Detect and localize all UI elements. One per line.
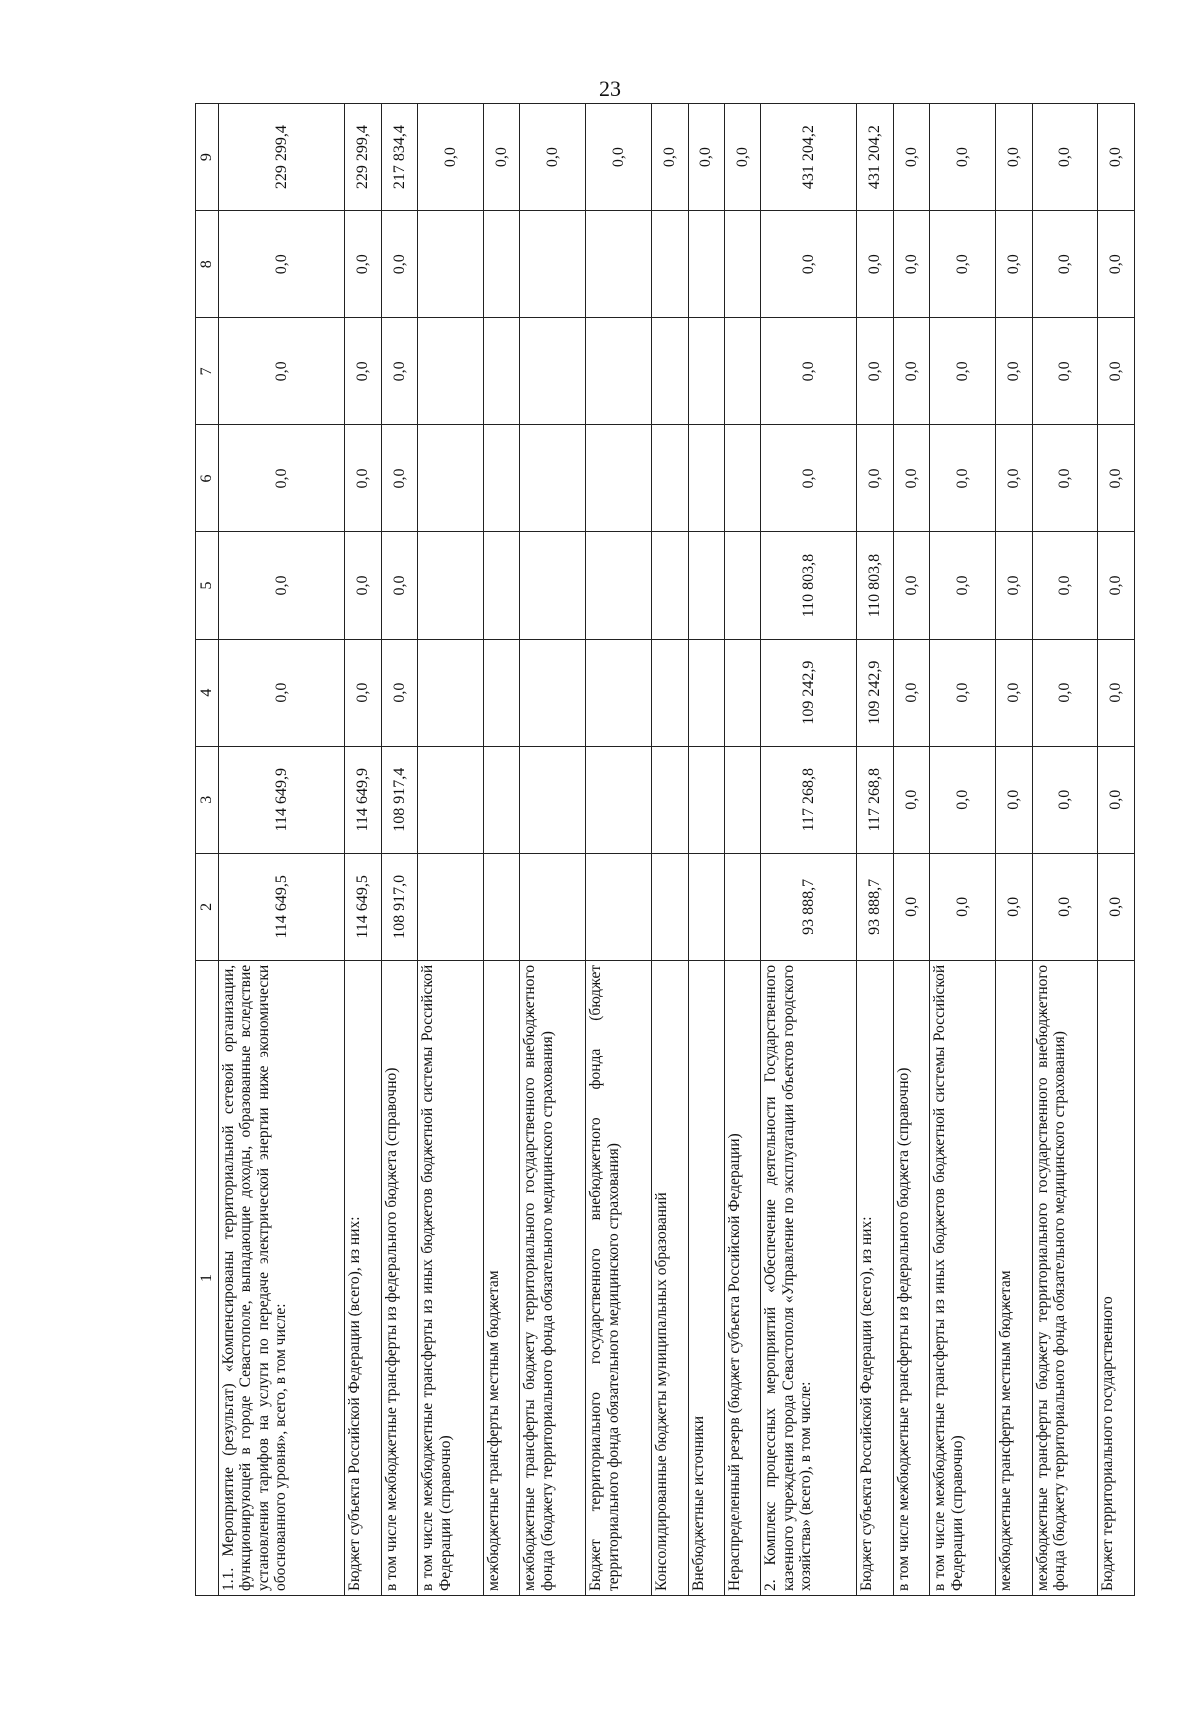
cell-value: 109 242,9 [857, 639, 893, 746]
cell-value: 0,0 [688, 104, 724, 211]
cell-value: 0,0 [996, 211, 1032, 318]
cell-value [520, 853, 586, 960]
cell-value: 0,0 [1098, 639, 1135, 746]
cell-value: 109 242,9 [761, 639, 857, 746]
column-header-8: 8 [196, 211, 219, 318]
cell-value [688, 425, 724, 532]
cell-value [652, 532, 688, 639]
cell-value [724, 746, 760, 853]
cell-value [652, 211, 688, 318]
cell-value: 431 204,2 [761, 104, 857, 211]
cell-value: 0,0 [1032, 425, 1098, 532]
cell-value [586, 425, 652, 532]
cell-value [484, 211, 520, 318]
cell-value: 0,0 [930, 211, 996, 318]
column-header-5: 5 [196, 532, 219, 639]
cell-value: 0,0 [1098, 853, 1135, 960]
cell-value: 110 803,8 [761, 532, 857, 639]
table-row [520, 104, 586, 1596]
row-label: Внебюджетные источники [688, 960, 724, 1595]
cell-value [484, 425, 520, 532]
cell-value: 117 268,8 [857, 746, 893, 853]
cell-value: 0,0 [996, 532, 1032, 639]
table-row [893, 104, 929, 1596]
cell-value: 0,0 [1032, 532, 1098, 639]
cell-value [586, 532, 652, 639]
cell-value [418, 746, 484, 853]
cell-value: 229 299,4 [345, 104, 381, 211]
cell-value: 0,0 [381, 532, 417, 639]
table-row [219, 104, 345, 1596]
cell-value: 0,0 [1032, 318, 1098, 425]
cell-value: 0,0 [996, 104, 1032, 211]
cell-value: 0,0 [930, 425, 996, 532]
cell-value: 431 204,2 [857, 104, 893, 211]
cell-value [688, 532, 724, 639]
row-label: межбюджетные трансферты бюджету территориального государственного внебюджетного фонда (бюджету территориального фонда обязательного медицинского страхования) [520, 960, 586, 1595]
cell-value: 0,0 [345, 318, 381, 425]
column-header-9: 9 [196, 104, 219, 211]
cell-value: 0,0 [930, 639, 996, 746]
table-row [724, 104, 760, 1596]
cell-value [724, 639, 760, 746]
cell-value [688, 318, 724, 425]
cell-value: 0,0 [418, 104, 484, 211]
row-label: Консолидированные бюджеты муниципальных образований [652, 960, 688, 1595]
cell-value: 0,0 [219, 425, 345, 532]
cell-value [418, 639, 484, 746]
cell-value: 108 917,4 [381, 746, 417, 853]
cell-value: 0,0 [724, 104, 760, 211]
cell-value: 0,0 [930, 104, 996, 211]
row-label: в том числе межбюджетные трансферты из федерального бюджета (справочно) [893, 960, 929, 1595]
cell-value [688, 639, 724, 746]
table-row [652, 104, 688, 1596]
cell-value: 110 803,8 [857, 532, 893, 639]
cell-value: 0,0 [893, 104, 929, 211]
header-row [196, 104, 219, 1596]
cell-value: 0,0 [930, 853, 996, 960]
cell-value: 0,0 [484, 104, 520, 211]
cell-value: 0,0 [1032, 104, 1098, 211]
cell-value: 0,0 [1098, 532, 1135, 639]
budget-table [195, 103, 1135, 1596]
cell-value: 0,0 [345, 639, 381, 746]
cell-value: 117 268,8 [761, 746, 857, 853]
cell-value: 0,0 [893, 532, 929, 639]
cell-value [520, 639, 586, 746]
row-label: Бюджет территориального государственного [1098, 960, 1135, 1595]
row-label: Бюджет субъекта Российской Федерации (всего), из них: [857, 960, 893, 1595]
cell-value [688, 746, 724, 853]
cell-value: 0,0 [1032, 211, 1098, 318]
cell-value: 0,0 [996, 639, 1032, 746]
cell-value: 0,0 [996, 425, 1032, 532]
cell-value [724, 853, 760, 960]
cell-value [484, 639, 520, 746]
cell-value: 0,0 [381, 211, 417, 318]
row-label: 2. Комплекс процессных мероприятий «Обеспечение деятельности Государственного казенного учреждения города Севастополя «Управление по эксплуатации объектов городского хозяйства» (всего), в том числе: [761, 960, 857, 1595]
table-row [345, 104, 381, 1596]
cell-value: 0,0 [893, 746, 929, 853]
cell-value [418, 211, 484, 318]
table-row [688, 104, 724, 1596]
table-row [761, 104, 857, 1596]
row-label: 1.1. Мероприятие (результат) «Компенсированы территориальной сетевой организации, функционирующей в городе Севастополе, выпадающие доходы, образованные вследствие установления тарифов на услуги по передаче электрической энергии ниже экономически обоснованного уровня», всего, в том числе: [219, 960, 345, 1595]
cell-value [418, 318, 484, 425]
cell-value [586, 853, 652, 960]
cell-value: 0,0 [381, 639, 417, 746]
cell-value [652, 639, 688, 746]
cell-value [586, 639, 652, 746]
cell-value: 0,0 [1098, 211, 1135, 318]
column-header-4: 4 [196, 639, 219, 746]
cell-value: 0,0 [857, 425, 893, 532]
row-label: межбюджетные трансферты местным бюджетам [484, 960, 520, 1595]
table-row [418, 104, 484, 1596]
cell-value [688, 853, 724, 960]
cell-value: 0,0 [930, 746, 996, 853]
cell-value [520, 318, 586, 425]
cell-value [520, 746, 586, 853]
cell-value [652, 853, 688, 960]
cell-value: 0,0 [1032, 853, 1098, 960]
cell-value [520, 211, 586, 318]
row-label: межбюджетные трансферты бюджету территориального государственного внебюджетного фонда (бюджету территориального фонда обязательного медицинского страхования) [1032, 960, 1098, 1595]
table-row [930, 104, 996, 1596]
table-row [1098, 104, 1135, 1596]
rotated-table-container [195, 103, 1135, 1596]
column-header-3: 3 [196, 746, 219, 853]
cell-value [586, 211, 652, 318]
cell-value [484, 853, 520, 960]
cell-value: 0,0 [345, 532, 381, 639]
cell-value: 0,0 [1098, 746, 1135, 853]
cell-value [724, 318, 760, 425]
cell-value [418, 532, 484, 639]
column-header-1: 1 [196, 960, 219, 1595]
cell-value: 0,0 [857, 211, 893, 318]
row-label: Нераспределенный резерв (бюджет субъекта Российской Федерации) [724, 960, 760, 1595]
cell-value [652, 318, 688, 425]
cell-value: 0,0 [1032, 746, 1098, 853]
cell-value: 0,0 [893, 639, 929, 746]
cell-value: 0,0 [761, 211, 857, 318]
row-label: в том числе межбюджетные трансферты из иных бюджетов бюджетной системы Российской Федерации (справочно) [930, 960, 996, 1595]
cell-value [724, 211, 760, 318]
cell-value: 114 649,5 [219, 853, 345, 960]
cell-value: 0,0 [345, 425, 381, 532]
cell-value: 217 834,4 [381, 104, 417, 211]
cell-value: 0,0 [219, 532, 345, 639]
cell-value: 0,0 [219, 639, 345, 746]
cell-value [418, 425, 484, 532]
cell-value: 93 888,7 [857, 853, 893, 960]
cell-value [724, 425, 760, 532]
cell-value [586, 746, 652, 853]
cell-value: 0,0 [586, 104, 652, 211]
cell-value: 0,0 [996, 746, 1032, 853]
cell-value [418, 853, 484, 960]
cell-value: 0,0 [345, 211, 381, 318]
cell-value: 0,0 [857, 318, 893, 425]
table-rotator [195, 103, 1135, 1596]
row-label: межбюджетные трансферты местным бюджетам [996, 960, 1032, 1595]
column-header-7: 7 [196, 318, 219, 425]
cell-value: 0,0 [219, 318, 345, 425]
cell-value: 0,0 [381, 425, 417, 532]
cell-value: 0,0 [1098, 318, 1135, 425]
cell-value: 0,0 [893, 425, 929, 532]
cell-value [652, 425, 688, 532]
cell-value: 114 649,5 [345, 853, 381, 960]
cell-value: 0,0 [996, 853, 1032, 960]
cell-value [586, 318, 652, 425]
table-row [484, 104, 520, 1596]
cell-value: 229 299,4 [219, 104, 345, 211]
row-label: Бюджет территориального государственного внебюджетного фонда (бюджет территориального фонда обязательного медицинского страхования) [586, 960, 652, 1595]
cell-value: 0,0 [761, 318, 857, 425]
cell-value [484, 746, 520, 853]
cell-value: 0,0 [893, 853, 929, 960]
table-row [857, 104, 893, 1596]
cell-value: 0,0 [761, 425, 857, 532]
cell-value [724, 532, 760, 639]
cell-value: 0,0 [930, 318, 996, 425]
cell-value: 0,0 [893, 211, 929, 318]
page-number: 23 [599, 76, 621, 101]
row-label: в том числе межбюджетные трансферты из иных бюджетов бюджетной системы Российской Федерации (справочно) [418, 960, 484, 1595]
cell-value [652, 746, 688, 853]
cell-value: 93 888,7 [761, 853, 857, 960]
cell-value: 108 917,0 [381, 853, 417, 960]
cell-value: 114 649,9 [219, 746, 345, 853]
cell-value: 0,0 [893, 318, 929, 425]
row-label: в том числе межбюджетные трансферты из федерального бюджета (справочно) [381, 960, 417, 1595]
cell-value: 0,0 [1098, 104, 1135, 211]
cell-value [484, 532, 520, 639]
table-row [586, 104, 652, 1596]
column-header-2: 2 [196, 853, 219, 960]
column-header-6: 6 [196, 425, 219, 532]
cell-value: 0,0 [930, 532, 996, 639]
cell-value: 0,0 [219, 211, 345, 318]
cell-value: 0,0 [652, 104, 688, 211]
table-row [1032, 104, 1098, 1596]
table-row [381, 104, 417, 1596]
cell-value [688, 211, 724, 318]
row-label: Бюджет субъекта Российской Федерации (всего), из них: [345, 960, 381, 1595]
cell-value: 0,0 [1098, 425, 1135, 532]
table-row [996, 104, 1032, 1596]
cell-value: 0,0 [1032, 639, 1098, 746]
cell-value [520, 425, 586, 532]
cell-value [520, 532, 586, 639]
cell-value: 0,0 [520, 104, 586, 211]
table-body [219, 104, 1135, 1596]
cell-value: 114 649,9 [345, 746, 381, 853]
cell-value: 0,0 [381, 318, 417, 425]
cell-value: 0,0 [996, 318, 1032, 425]
cell-value [484, 318, 520, 425]
